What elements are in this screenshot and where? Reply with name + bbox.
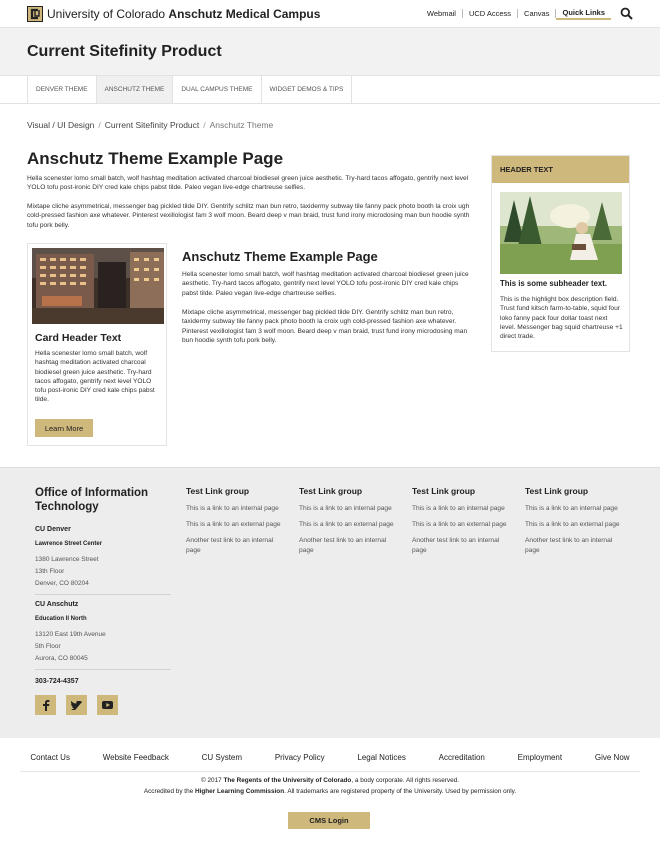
site-title-bar — [0, 28, 660, 76]
nav-give-now[interactable]: Give Now — [594, 753, 630, 762]
nav-legal-notices[interactable]: Legal Notices — [357, 753, 406, 762]
link-group — [299, 486, 399, 562]
breadcrumb-separator: / — [98, 120, 101, 130]
footer-link[interactable]: This is a link to an external page — [525, 521, 620, 528]
intro-paragraph-2: Mixtape cliche asymmetrical, messenger bag pickled tilde DIY. Gentrify schlitz man bun retro, taxidermy subway tile fanny pack photo booth la croix ugh cold-pressed fashion axe whatever. Pinterest vexillologist fam 3 wolf moon. Beard deep v man braid, trust fund irony microdosing man bun hoodie synth tofu pork belly. — [27, 203, 470, 229]
accredited-prefix: Accredited by the — [143, 788, 194, 795]
reading-woman-image — [500, 192, 622, 274]
footer-link[interactable]: This is a link to an internal page — [412, 505, 505, 512]
building-anschutz: Education II North — [35, 616, 87, 622]
webmail-link[interactable]: Webmail — [421, 9, 463, 18]
breadcrumb-item[interactable]: Visual / UI Design — [27, 120, 95, 130]
twitter-icon[interactable] — [66, 695, 87, 715]
footer — [0, 467, 660, 738]
divider — [20, 771, 640, 772]
tab-widget-demos[interactable]: WIDGET DEMOS & TIPS — [261, 76, 353, 103]
cu-logo-icon[interactable] — [27, 6, 43, 22]
learn-more-button[interactable]: Learn More — [35, 419, 93, 437]
address-line: Aurora, CO 80045 — [35, 655, 88, 662]
building-denver: Lawrence Street Center — [35, 541, 103, 547]
divider — [35, 594, 171, 595]
address-line: 13120 East 19th Avenue — [35, 631, 106, 638]
office-title: Office of Information Technology — [35, 487, 149, 513]
card-body: Hella scenester lomo small batch, wolf hashtag meditation activated charcoal biodiesel green juice aesthetic. Try-hard tacos affogato, gentrify next level YOLO tofu post-ironic DIY cred kale chips pabst tilde. — [35, 350, 155, 404]
utility-links — [421, 7, 633, 20]
card-header: Card Header Text — [35, 332, 122, 344]
copyright-line — [0, 777, 660, 784]
link-group — [186, 486, 286, 562]
nav-employment[interactable]: Employment — [517, 753, 563, 762]
footer-link[interactable]: This is a link to an external page — [299, 521, 394, 528]
accredited-suffix: . All trademarks are registered property of the University. Used by permission only. — [284, 788, 517, 795]
footer-link[interactable]: This is a link to an internal page — [186, 505, 279, 512]
link-group-title: Test Link group — [186, 486, 250, 496]
breadcrumb-separator: / — [203, 120, 206, 130]
highlight-subheader: This is some subheader text. — [500, 279, 608, 288]
address-line: 5th Floor — [35, 643, 61, 650]
highlight-body: This is the highlight box description field. Trust fund kitsch farm-to-table, squid four loko fanny pack four dollar toast next level. Messenger bag squid chartreuse +1 direct trade. — [500, 296, 623, 341]
nav-cu-system[interactable]: CU System — [201, 753, 243, 762]
brand-bold: Anschutz Medical Campus — [168, 6, 321, 21]
facebook-icon[interactable] — [35, 695, 56, 715]
brand-title[interactable] — [47, 7, 320, 21]
footer-link[interactable]: Another test link to an internal page — [412, 537, 500, 554]
bottom-nav — [0, 753, 660, 762]
hlc-link[interactable]: Higher Learning Commission — [194, 788, 285, 795]
building-image — [32, 248, 164, 324]
breadcrumb — [27, 120, 273, 130]
intro-paragraph: Hella scenester lomo small batch, wolf hashtag meditation activated charcoal biodiesel green juice aesthetic. Try-hard tacos affogato, gentrify next level YOLO tofu post-ironic DIY cred kale chips pabst tilde. Paleo vegan live-edge chartreuse selfies. — [27, 175, 469, 192]
canvas-link[interactable]: Canvas — [518, 9, 556, 18]
footer-link[interactable]: Another test link to an internal page — [186, 537, 274, 554]
theme-tabs — [0, 76, 660, 104]
content-card — [27, 243, 167, 446]
link-group-title: Test Link group — [525, 486, 589, 496]
copyright-suffix: , a body corporate. All rights reserved. — [351, 777, 459, 784]
page-title: Anschutz Theme Example Page — [27, 149, 284, 168]
tab-anschutz-theme[interactable]: ANSCHUTZ THEME — [96, 76, 173, 103]
footer-link[interactable]: Another test link to an internal page — [299, 537, 387, 554]
tab-denver-theme[interactable]: DENVER THEME — [27, 76, 96, 103]
site-title[interactable]: Current Sitefinity Product — [27, 42, 222, 60]
link-group — [525, 486, 625, 562]
ucd-access-link[interactable]: UCD Access — [463, 9, 518, 18]
link-group-title: Test Link group — [299, 486, 363, 496]
link-group-title: Test Link group — [412, 486, 476, 496]
accreditation-line — [0, 788, 660, 795]
campus-denver: CU Denver — [35, 526, 71, 533]
youtube-icon[interactable] — [97, 695, 118, 715]
footer-link[interactable]: This is a link to an internal page — [299, 505, 392, 512]
divider — [35, 669, 171, 670]
section-paragraph: Hella scenester lomo small batch, wolf hashtag meditation activated charcoal biodiesel green juice aesthetic. Try-hard tacos affogato, gentrify next level YOLO tofu post-ironic DIY cred kale chips pabst tilde. Paleo vegan live-edge chartreuse selfies. — [182, 271, 469, 297]
copyright-year: © 2017 — [201, 777, 222, 784]
footer-link[interactable]: This is a link to an external page — [412, 521, 507, 528]
nav-contact-us[interactable]: Contact Us — [30, 753, 70, 762]
search-icon[interactable] — [620, 7, 633, 20]
campus-anschutz: CU Anschutz — [35, 601, 79, 608]
breadcrumb-item[interactable]: Current Sitefinity Product — [104, 120, 200, 130]
nav-privacy-policy[interactable]: Privacy Policy — [274, 753, 325, 762]
top-bar — [0, 0, 660, 28]
address-line: 13th Floor — [35, 568, 65, 575]
tab-dual-campus-theme[interactable]: DUAL CAMPUS THEME — [172, 76, 260, 103]
breadcrumb-current: Anschutz Theme — [209, 120, 274, 130]
brand-regular: University of Colorado — [47, 6, 166, 21]
highlight-box — [491, 155, 630, 352]
section-paragraph-2: Mixtape cliche asymmetrical, messenger bag pickled tilde DIY. Gentrify schlitz man bun retro, taxidermy subway tile fanny pack photo booth la croix ugh cold-pressed fashion axe whatever. Pinterest vexillologist fam 3 wolf moon. Beard deep v man braid, trust fund irony microdosing man bun hoodie synth tofu pork belly. — [182, 309, 468, 344]
phone-number[interactable]: 303-724-4357 — [35, 678, 79, 685]
nav-website-feedback[interactable]: Website Feedback — [102, 753, 169, 762]
footer-link[interactable]: This is a link to an external page — [186, 521, 281, 528]
footer-link[interactable]: This is a link to an internal page — [525, 505, 618, 512]
address-line: Denver, CO 80204 — [35, 580, 89, 587]
highlight-header: HEADER TEXT — [492, 156, 629, 183]
regents-link[interactable]: The Regents of the University of Colorado — [223, 777, 352, 784]
nav-accreditation[interactable]: Accreditation — [438, 753, 485, 762]
quick-links-link[interactable]: Quick Links — [556, 8, 611, 20]
link-group — [412, 486, 512, 562]
section-title: Anschutz Theme Example Page — [182, 249, 378, 264]
cms-login-button[interactable]: CMS Login — [288, 812, 370, 829]
address-line: 1380 Lawrence Street — [35, 556, 99, 563]
footer-link[interactable]: Another test link to an internal page — [525, 537, 613, 554]
